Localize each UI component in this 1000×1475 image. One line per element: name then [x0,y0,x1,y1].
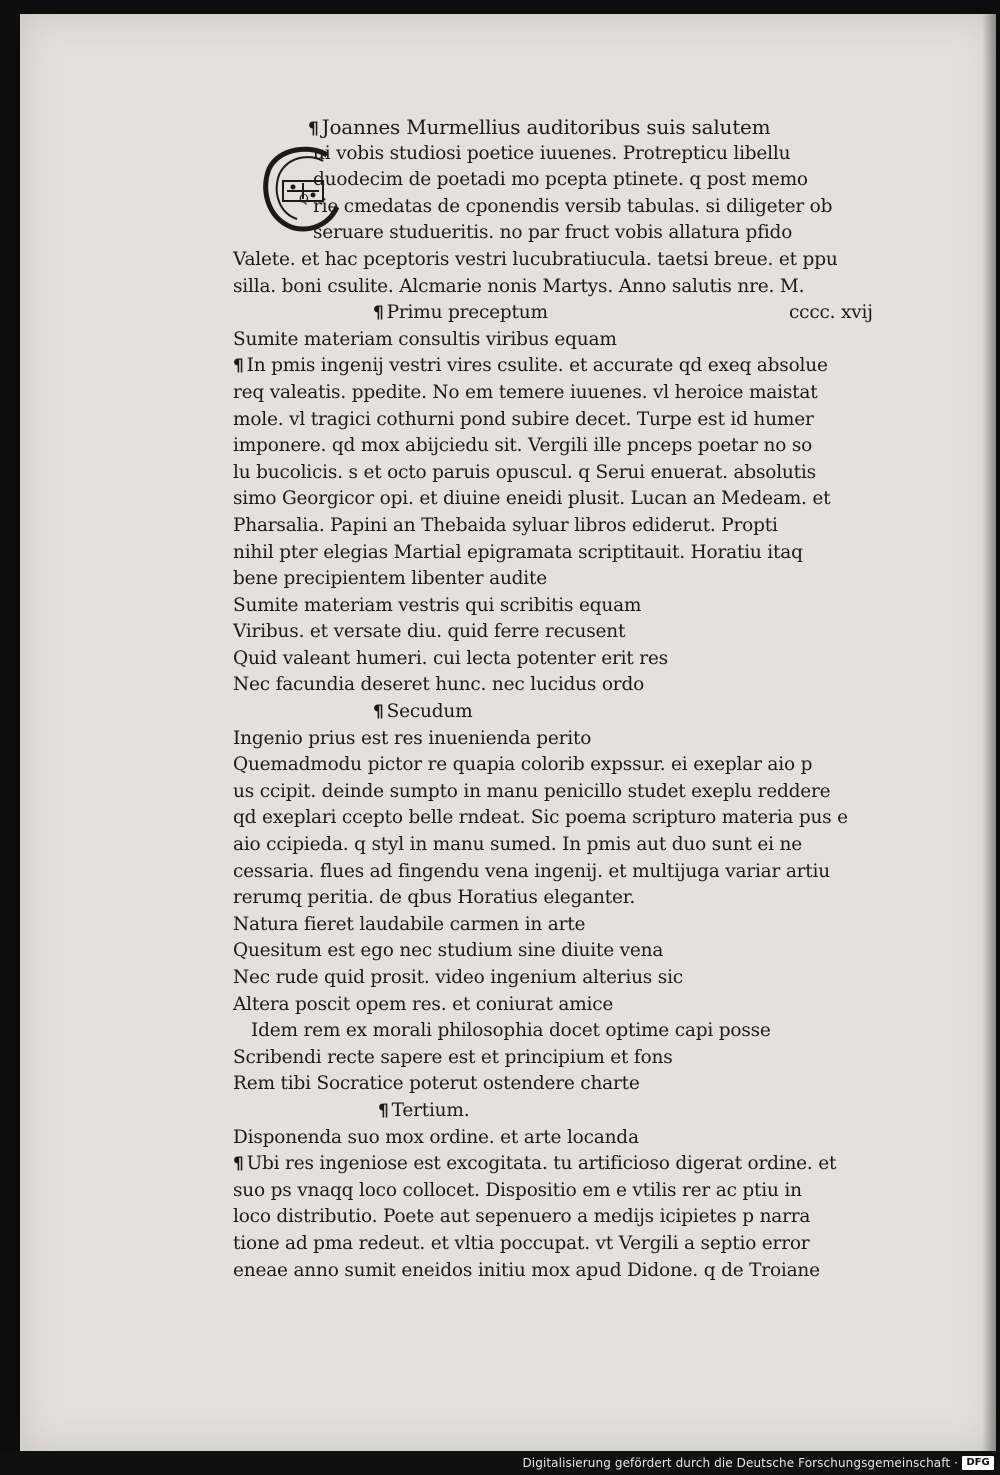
verse-line: Quid valeant humeri. cui lecta potenter erit res [233,647,668,669]
year-note: cccc. xvij [789,302,873,324]
header-text: Joannes Murmellius auditoribus suis salutem [321,115,771,139]
commentary-note: Idem rem ex morali philosophia docet optime capi posse [251,1020,771,1042]
letter-line: duodecim de poetadi mo pcepta ptinete. q post memo [313,169,808,191]
commentary-line: qd exeplari ccepto belle rndeat. Sic poema scripturo materia pus e [233,807,848,829]
pilcrow-icon: ¶ [373,303,384,324]
pilcrow-icon: ¶ [308,119,319,139]
letter-line: seruare studueritis. no par fruct vobis allatura pfido [313,222,793,244]
text-block [233,114,913,1284]
letter-line: rie cmedatas de cponendis versib tabulas. si diligeter ob [313,195,833,217]
heading-text: Secudum [386,701,473,723]
rule-verse: Disponenda suo mox ordine. et arte locanda [233,1126,639,1148]
commentary-line: req valeatis. ppedite. No em temere iuuenes. vl heroice maistat [233,381,818,403]
rule-verse: Ingenio prius est res inuenienda perito [233,727,592,749]
verse-line: Natura fieret laudabile carmen in arte [233,913,586,935]
rule-verse: Sumite materiam consultis viribus equam [233,328,617,350]
commentary-line: aio ccipieda. q styl in manu sumed. In pmis aut duo sunt ei ne [233,834,803,856]
heading-text: Primu preceptum [386,302,548,324]
commentary-line: mole. vl tragici cothurni pond subire decet. Turpe est id humer [233,408,814,430]
commentary-line: nihil pter elegias Martial epigramata scriptitauit. Horatiu itaq [233,541,803,563]
heading-text: Tertium. [391,1099,470,1121]
letter-line: ui vobis studiosi poetice iuuenes. Protrepticu libellu [313,142,791,164]
commentary-text: In pmis ingenij vestri vires csulite. et accurate qd exeq absolue [246,355,828,377]
dfg-logo-icon: DFG [962,1456,994,1470]
letter-line: Valete. et hac pceptoris vestri lucubratiucula. taetsi breue. et ppu [233,248,838,270]
commentary-line: us ccipit. deinde sumpto in manu penicillo studet exeplu reddere [233,780,831,802]
commentary-text: Ubi res ingeniose est excogitata. tu artificioso digerat ordine. et [246,1153,837,1175]
commentary-line: suo ps vnaqq loco collocet. Dispositio em e vtilis rer ac ptiu in [233,1179,802,1201]
verse-line: Nec facundia deseret hunc. nec lucidus ordo [233,674,645,696]
commentary-line: eneae anno sumit eneidos initiu mox apud Didone. q de Troiane [233,1259,820,1281]
pilcrow-icon: ¶ [233,356,244,377]
section-heading [233,300,913,327]
commentary-line: loco distributio. Poete aut sepenuero a medijs icipietes p narra [233,1206,811,1228]
verse-line: Sumite materiam vestris qui scribitis equam [233,594,642,616]
commentary-line: cessaria. flues ad fingendu vena ingenij. et multijuga variar artiu [233,860,830,882]
footer-bar [0,1451,1000,1475]
section-heading [233,1098,913,1125]
page-header [233,114,913,141]
verse-line: Quesitum est ego nec studium sine diuite vena [233,940,664,962]
gutter-shadow [982,14,996,1451]
verse-line: Rem tibi Socratice poterut ostendere charte [233,1073,640,1095]
pilcrow-icon: ¶ [378,1100,389,1121]
commentary-line: tione ad pma redeut. et vltia poccupat. vt Vergili a septio error [233,1232,810,1254]
pilcrow-icon: ¶ [233,1154,244,1175]
letter-line: silla. boni csulite. Alcmarie nonis Martys. Anno salutis nre. M. [233,275,805,297]
pilcrow-icon: ¶ [373,702,384,723]
footer-credit: Digitalisierung gefördert durch die Deutsche Forschungsgemeinschaft · [522,1456,958,1470]
verse-line: Scribendi recte sapere est et principium et fons [233,1046,673,1068]
verse-line: Viribus. et versate diu. quid ferre recusent [233,621,626,643]
verse-line: Nec rude quid prosit. video ingenium alterius sic [233,967,683,988]
commentary-line [233,1151,913,1178]
commentary-line: rerumq peritia. de qbus Horatius eleganter. [233,887,636,909]
verse-line: Altera poscit opem res. et coniurat amice [233,993,614,1015]
commentary-line: simo Georgicor opi. et diuine eneidi plusit. Lucan an Medeam. et [233,488,831,510]
commentary-line [233,353,913,380]
commentary-line: lu bucolicis. s et octo paruis opuscul. q Serui enuerat. absolutis [233,461,816,483]
commentary-line: bene precipientem libenter audite [233,568,548,590]
initial-letter: Q [299,192,309,206]
commentary-line: imponere. qd mox abijciedu sit. Vergili ille pnceps poetar no so [233,435,813,457]
commentary-line: Pharsalia. Papini an Thebaida syluar libros ediderut. Propti [233,514,778,536]
section-heading [233,699,913,726]
commentary-line: Quemadmodu pictor re quapia colorib expssur. ei exeplar aio p [233,754,813,776]
